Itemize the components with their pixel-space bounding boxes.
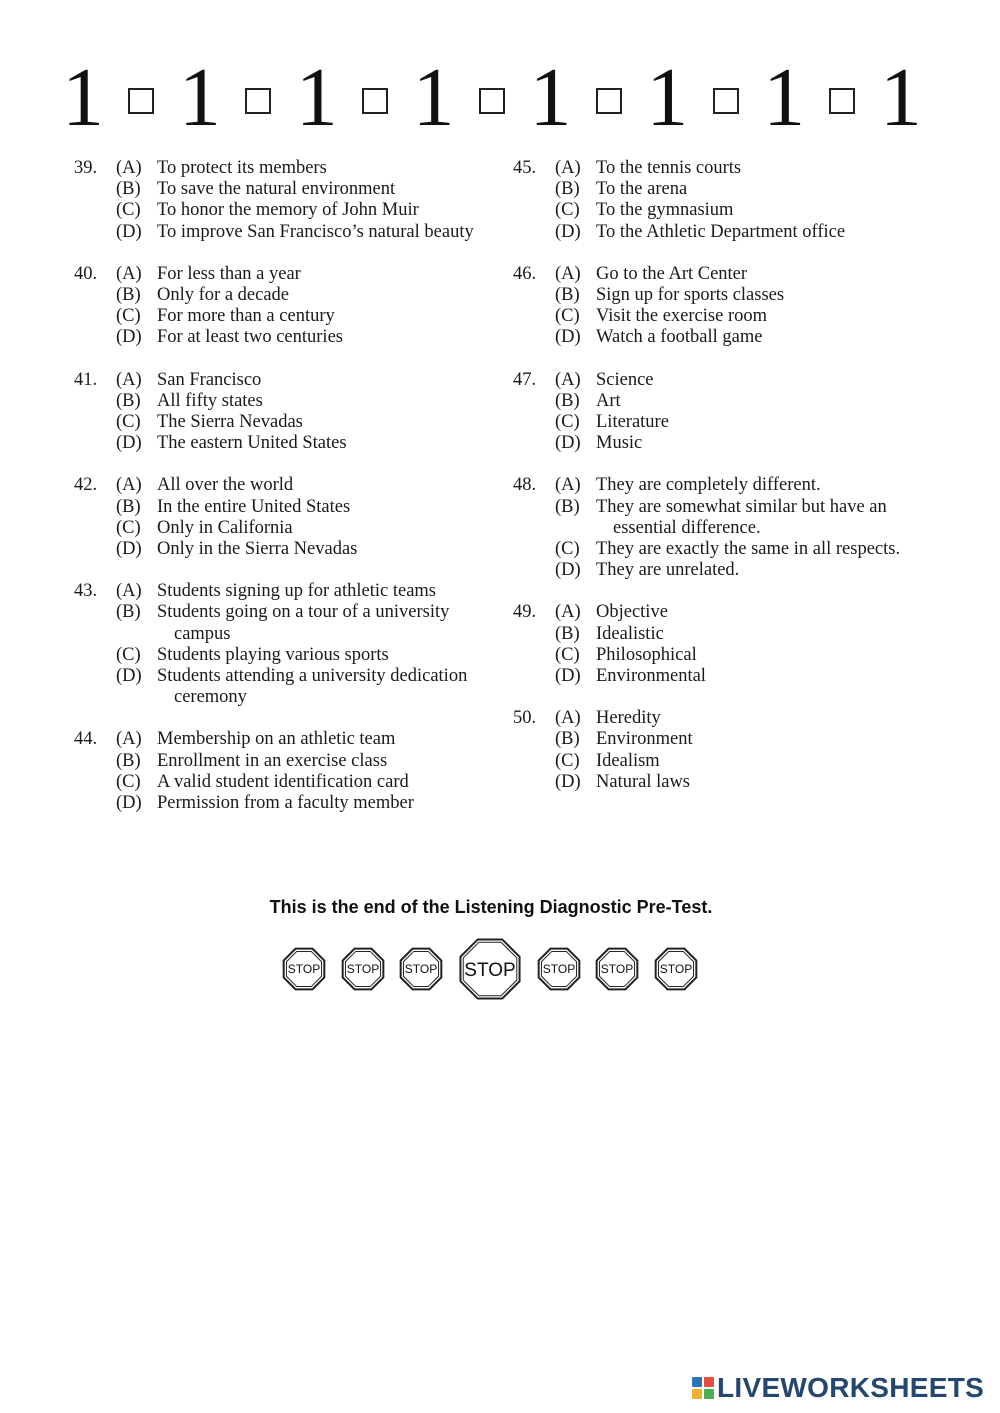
answer-option[interactable] <box>513 327 933 348</box>
answer-option[interactable] <box>513 645 933 666</box>
square-icon <box>713 88 739 114</box>
section-number: 1 <box>62 51 104 144</box>
question-item <box>74 370 494 455</box>
option-letter: (A) <box>116 158 142 178</box>
option-text: In the entire United States <box>157 496 351 517</box>
option-letter: (A) <box>116 369 142 390</box>
stop-sign-icon <box>280 945 328 993</box>
option-letter: (B) <box>555 390 580 411</box>
option-letter: (A) <box>116 581 142 602</box>
answer-option[interactable] <box>74 391 494 412</box>
section-number: 1 <box>295 51 338 144</box>
option-text: Idealism <box>596 750 660 771</box>
option-text: They are exactly the same in all respects. <box>596 539 901 560</box>
answer-option[interactable] <box>513 433 933 454</box>
stop-label: STOP <box>464 960 516 981</box>
answer-option[interactable] <box>74 772 494 793</box>
option-letter: (B) <box>555 623 580 644</box>
option-letter: (C) <box>116 412 141 433</box>
answer-option[interactable] <box>74 200 494 221</box>
answer-option[interactable] <box>74 645 494 666</box>
question-item <box>513 475 933 581</box>
option-text: They are completely different. <box>596 475 821 496</box>
answer-option[interactable] <box>513 708 933 729</box>
option-text: Only in California <box>157 517 293 538</box>
option-letter: (A) <box>116 729 142 750</box>
square-icon <box>128 88 154 114</box>
option-text: A valid student identification card <box>157 771 409 792</box>
option-text: Enrollment in an exercise class <box>157 750 388 771</box>
option-text: The Sierra Nevadas <box>157 412 303 433</box>
option-text: Heredity <box>596 708 661 729</box>
option-letter: (C) <box>555 306 580 327</box>
option-letter: (B) <box>116 390 141 411</box>
question-item <box>513 158 933 243</box>
question-number: 49. <box>513 602 537 623</box>
liveworksheets-logo-icon <box>692 1377 714 1399</box>
section-number: 1 <box>763 51 806 144</box>
option-letter: (D) <box>555 433 581 454</box>
answer-option[interactable] <box>513 497 933 539</box>
square-icon <box>829 88 855 114</box>
question-number: 42. <box>74 475 98 496</box>
option-text: Students going on a tour of a university campus <box>157 602 450 644</box>
option-text: To honor the memory of John Muir <box>157 200 419 221</box>
answer-option[interactable] <box>513 560 933 581</box>
option-letter: (C) <box>116 644 141 665</box>
option-text: For at least two centuries <box>157 327 343 348</box>
option-letter: (A) <box>116 263 142 284</box>
question-number: 50. <box>513 708 537 729</box>
answer-option[interactable] <box>74 793 494 814</box>
answer-option[interactable] <box>513 200 933 221</box>
answer-option[interactable] <box>513 624 933 645</box>
option-text: Idealistic <box>596 623 664 644</box>
option-text: San Francisco <box>157 369 262 390</box>
answer-option[interactable] <box>513 412 933 433</box>
option-letter: (A) <box>116 475 142 496</box>
option-letter: (B) <box>116 179 141 200</box>
stop-sign-icon <box>397 945 445 993</box>
question-number: 45. <box>513 158 537 178</box>
answer-option[interactable] <box>513 475 933 496</box>
question-item <box>74 475 494 560</box>
brand-watermark <box>692 1372 984 1404</box>
option-letter: (C) <box>116 200 141 221</box>
option-letter: (D) <box>116 539 142 560</box>
question-item <box>513 708 933 793</box>
section-number: 1 <box>646 51 689 144</box>
option-text: Art <box>596 390 621 411</box>
answer-option[interactable] <box>74 539 494 560</box>
question-number: 44. <box>74 729 98 750</box>
question-number: 47. <box>513 369 537 390</box>
option-text: All fifty states <box>157 390 263 411</box>
option-text: To the gymnasium <box>596 200 734 221</box>
answer-option[interactable] <box>74 285 494 306</box>
option-letter: (B) <box>555 496 580 517</box>
option-text: Students signing up for athletic teams <box>157 581 436 602</box>
option-text: Objective <box>596 602 668 623</box>
option-text: Sign up for sports classes <box>596 285 785 306</box>
stop-label: STOP <box>601 962 634 976</box>
answer-option[interactable] <box>513 222 933 243</box>
question-number: 41. <box>74 369 98 390</box>
end-of-test-notice: This is the end of the Listening Diagnostic Pre-Test. <box>269 897 713 917</box>
question-item <box>74 264 494 349</box>
option-letter: (A) <box>555 475 581 496</box>
option-text: To the arena <box>596 179 688 200</box>
option-text: Only for a decade <box>157 285 290 306</box>
option-letter: (D) <box>555 666 581 687</box>
stop-label: STOP <box>542 962 575 976</box>
question-item <box>513 264 933 349</box>
option-text: Go to the Art Center <box>596 263 748 284</box>
answer-option[interactable] <box>513 751 933 772</box>
option-letter: (C) <box>555 539 580 560</box>
option-text: To the tennis courts <box>596 158 742 178</box>
stop-sign-icon <box>456 935 524 1003</box>
answer-option[interactable] <box>74 306 494 327</box>
option-text: Literature <box>596 412 669 433</box>
option-text: Membership on an athletic team <box>157 729 396 750</box>
option-text: Natural laws <box>596 771 691 792</box>
answer-option[interactable] <box>74 666 494 708</box>
answer-option[interactable] <box>74 433 494 454</box>
stop-sign-icon <box>339 945 387 993</box>
option-letter: (D) <box>116 221 142 242</box>
square-icon <box>596 88 622 114</box>
option-text: Environment <box>596 729 693 750</box>
option-letter: (C) <box>116 771 141 792</box>
answer-option[interactable] <box>513 602 933 623</box>
question-item <box>513 370 933 455</box>
answer-option[interactable] <box>74 264 494 285</box>
answer-option[interactable] <box>74 602 494 644</box>
answer-option[interactable] <box>513 306 933 327</box>
option-letter: (D) <box>555 221 581 242</box>
section-number: 1 <box>529 51 572 144</box>
question-item <box>74 581 494 708</box>
option-text: Students attending a university dedication ceremony <box>157 666 468 708</box>
option-letter: (B) <box>116 750 141 771</box>
option-letter: (C) <box>555 200 580 221</box>
option-text: Visit the exercise room <box>596 306 767 327</box>
answer-option[interactable] <box>74 412 494 433</box>
answer-option[interactable] <box>513 391 933 412</box>
answer-option[interactable] <box>74 518 494 539</box>
option-text: They are somewhat similar but have an essential difference. <box>596 496 887 538</box>
option-letter: (C) <box>555 750 580 771</box>
option-letter: (C) <box>555 644 580 665</box>
option-letter: (B) <box>116 602 141 623</box>
option-letter: (B) <box>116 496 141 517</box>
option-letter: (D) <box>555 560 581 581</box>
option-letter: (B) <box>555 729 580 750</box>
answer-option[interactable] <box>513 370 933 391</box>
option-text: All over the world <box>157 475 294 496</box>
section-number: 1 <box>879 51 922 144</box>
stop-sign-icon <box>652 945 700 993</box>
option-text: For more than a century <box>157 306 335 327</box>
answer-option[interactable] <box>74 581 494 602</box>
answer-option[interactable] <box>74 179 494 200</box>
answer-option[interactable] <box>513 666 933 687</box>
option-letter: (B) <box>116 285 141 306</box>
question-column-left <box>74 158 494 835</box>
option-text: The eastern United States <box>157 433 347 454</box>
option-letter: (C) <box>116 517 141 538</box>
square-icon <box>479 88 505 114</box>
option-letter: (D) <box>116 327 142 348</box>
option-text: They are unrelated. <box>596 560 740 581</box>
question-number: 48. <box>513 475 537 496</box>
option-text: To improve San Francisco’s natural beauty <box>157 221 474 242</box>
brand-name: LIVEWORKSHEETS <box>717 1372 985 1403</box>
answer-option[interactable] <box>74 475 494 496</box>
option-letter: (D) <box>116 666 142 687</box>
question-number: 39. <box>74 158 98 178</box>
answer-option[interactable] <box>74 327 494 348</box>
option-letter: (D) <box>555 771 581 792</box>
section-header <box>62 51 922 144</box>
stop-label: STOP <box>346 962 379 976</box>
option-letter: (A) <box>555 369 581 390</box>
option-letter: (C) <box>116 306 141 327</box>
square-icon <box>245 88 271 114</box>
option-text: Environmental <box>596 666 706 687</box>
option-letter: (A) <box>555 602 581 623</box>
option-text: Philosophical <box>596 644 697 665</box>
section-number: 1 <box>412 51 455 144</box>
option-letter: (A) <box>555 708 581 729</box>
option-text: Watch a football game <box>596 327 763 348</box>
answer-option[interactable] <box>74 370 494 391</box>
option-letter: (B) <box>555 179 580 200</box>
answer-option[interactable] <box>74 497 494 518</box>
section-number: 1 <box>178 51 221 144</box>
stop-sign-row <box>280 934 700 1004</box>
answer-option[interactable] <box>513 158 933 179</box>
stop-sign-icon <box>593 945 641 993</box>
question-number: 46. <box>513 263 537 284</box>
answer-option[interactable] <box>513 729 933 750</box>
option-text: Music <box>596 433 643 454</box>
answer-option[interactable] <box>74 729 494 750</box>
option-letter: (A) <box>555 263 581 284</box>
question-item <box>513 602 933 687</box>
answer-option[interactable] <box>74 222 494 243</box>
option-text: Only in the Sierra Nevadas <box>157 539 358 560</box>
answer-option[interactable] <box>513 539 933 560</box>
question-column-right <box>513 158 933 814</box>
option-text: To save the natural environment <box>157 179 396 200</box>
answer-option[interactable] <box>513 772 933 793</box>
option-text: To the Athletic Department office <box>596 221 846 242</box>
stop-label: STOP <box>405 962 438 976</box>
option-letter: (D) <box>116 793 142 814</box>
question-number: 43. <box>74 581 98 602</box>
option-text: Permission from a faculty member <box>157 793 414 814</box>
option-letter: (D) <box>116 433 142 454</box>
square-icon <box>362 88 388 114</box>
answer-option[interactable] <box>74 751 494 772</box>
question-item <box>74 729 494 814</box>
answer-option[interactable] <box>74 158 494 179</box>
option-letter: (B) <box>555 285 580 306</box>
stop-sign-icon <box>535 945 583 993</box>
answer-option[interactable] <box>513 285 933 306</box>
question-item <box>74 158 494 243</box>
option-letter: (C) <box>555 412 580 433</box>
option-text: Students playing various sports <box>157 644 389 665</box>
option-text: To protect its members <box>157 158 327 178</box>
stop-label: STOP <box>287 962 321 976</box>
option-text: Science <box>596 369 654 390</box>
option-letter: (D) <box>555 327 581 348</box>
question-number: 40. <box>74 263 98 284</box>
answer-option[interactable] <box>513 264 933 285</box>
option-letter: (A) <box>555 158 581 178</box>
answer-option[interactable] <box>513 179 933 200</box>
stop-label: STOP <box>659 962 693 976</box>
option-text: For less than a year <box>157 263 301 284</box>
